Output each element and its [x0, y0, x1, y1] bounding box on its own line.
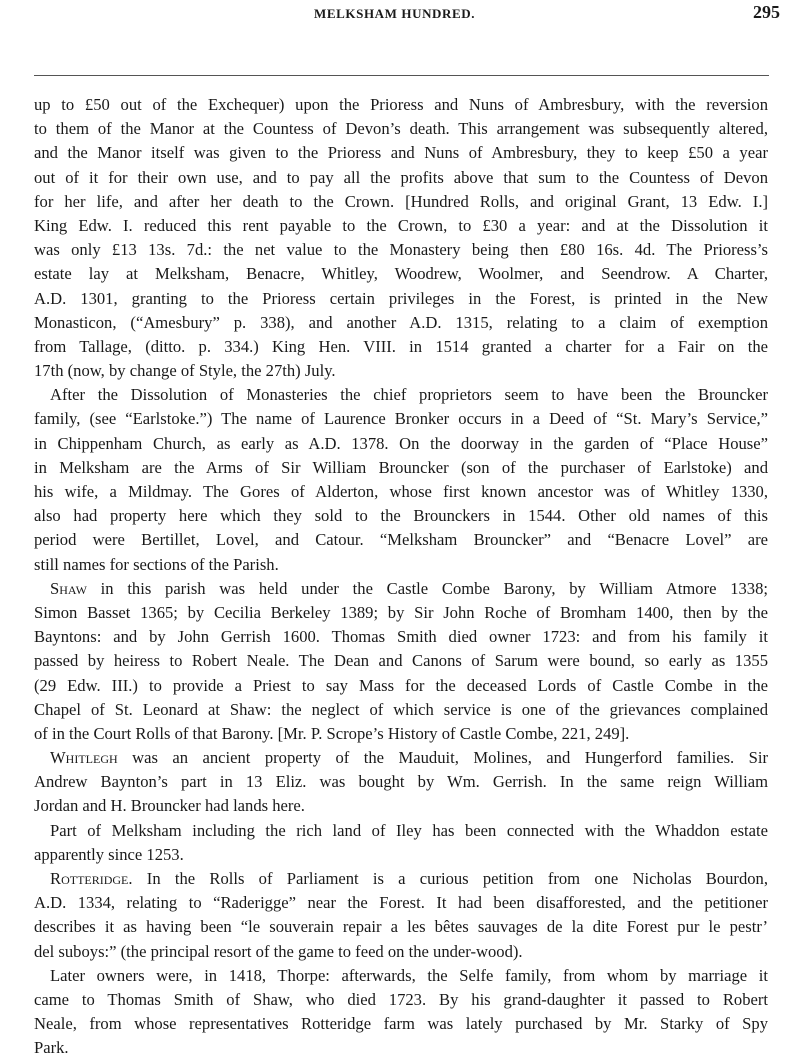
text-line: in Chippenham Church, as early as A.D. 1378. On the doorway in the garden of “Place House”	[34, 433, 768, 453]
text-line: his wife, a Mildmay. The Gores of Alderton, whose first known ancestor was of Whitley 1330,	[34, 482, 768, 501]
text-line: A.D. 1301, granting to the Prioress certain privileges in the Forest, is printed in the New	[34, 288, 768, 308]
text-line: Rotteridge. In the Rolls of Parliament is a curious petition from one Nicholas Bourdon,	[50, 869, 768, 888]
section-lead: Rotteridge.	[50, 869, 133, 888]
text-line: Part of Melksham including the rich land of Iley has been connected with the Whaddon estate	[50, 820, 768, 840]
text-line: Chapel of St. Leonard at Shaw: the neglect of which service is one of the grievances complained	[34, 699, 768, 719]
text-line: estate lay at Melksham, Benacre, Whitley, Woodrew, Woolmer, and Seendrow. A Charter,	[34, 264, 768, 284]
text-line: Shaw in this parish was held under the Castle Combe Barony, by William Atmore 1338;	[50, 578, 768, 598]
header-rule	[34, 75, 769, 76]
text-line: apparently since 1253.	[34, 844, 184, 864]
text-line: to them of the Manor at the Countess of Devon’s death. This arrangement was subsequently altered,	[34, 119, 768, 139]
running-title: MELKSHAM HUNDRED.	[314, 6, 476, 21]
text-line: King Edw. I. reduced this rent payable to the Crown, to £30 a year: and at the Dissolution it	[34, 215, 768, 235]
section-lead: Whitlegh	[50, 748, 118, 768]
paragraph-iley	[34, 819, 768, 867]
page-number: 295	[753, 2, 780, 22]
text-line: family, (see “Earlstoke.”) The name of Laurence Bronker occurs in a Deed of “St. Mary’s Service,”	[34, 409, 768, 429]
paragraph-whitlegh	[34, 746, 768, 819]
text-line: was only £13 13s. 7d.: the net value to the Monastery being then £80 16s. 4d. The Prioress’s	[34, 240, 768, 260]
paragraph-later-owners	[34, 964, 768, 1061]
body-text	[34, 93, 768, 1061]
text-line: of in the Court Rolls of that Barony. [Mr. P. Scrope’s History of Castle Combe, 221, 249].	[34, 723, 630, 743]
text-line: Whitlegh was an ancient property of the Mauduit, Molines, and Hungerford families. Sir	[50, 748, 768, 768]
text-line: del suboys:” (the principal resort of the game to feed on the under-wood).	[34, 941, 523, 961]
text-line: also had property here which they sold to the Brounckers in 1544. Other old names of this	[34, 506, 768, 526]
text-line: After the Dissolution of Monasteries the chief proprietors seem to have been the Brouncker	[50, 385, 768, 405]
text-line: Park.	[34, 1038, 69, 1058]
text-line: passed by heiress to Robert Neale. The Dean and Canons of Sarum were bound, so early as 1355	[34, 651, 768, 671]
paragraph-continuation	[34, 93, 768, 383]
text-line: Neale, from whose representatives Rotteridge farm was lately purchased by Mr. Starky of Spy	[34, 1014, 768, 1034]
text-line: Andrew Baynton’s part in 13 Eliz. was bought by Wm. Gerrish. In the same reign William	[34, 772, 768, 792]
text-line: up to £50 out of the Exchequer) upon the Prioress and Nuns of Ambresbury, with the reversion	[34, 95, 768, 114]
text-line: from Tallage, (ditto. p. 334.) King Hen. VIII. in 1514 granted a charter for a Fair on the	[34, 336, 768, 356]
text-line: Bayntons: and by John Gerrish 1600. Thomas Smith died owner 1723: and from his family it	[34, 627, 768, 647]
text-line: describes it as having been “le souverain repair a les bêtes sauvages de la dite Forest pur le pestr’	[34, 917, 768, 937]
text-line: Later owners were, in 1418, Thorpe: afterwards, the Selfe family, from whom by marriage it	[50, 965, 768, 985]
text-line: Monasticon, (“Amesbury” p. 338), and another A.D. 1315, relating to a claim of exemption	[34, 312, 768, 332]
text-line: came to Thomas Smith of Shaw, who died 1723. By his grand-daughter it passed to Robert	[34, 989, 768, 1009]
paragraph-rotteridge	[34, 867, 768, 964]
page-header	[0, 0, 800, 40]
text-line: A.D. 1334, relating to “Raderigge” near the Forest. It had been disafforested, and the petitioner	[34, 893, 768, 913]
text-line: Jordan and H. Brouncker had lands here.	[34, 796, 305, 816]
text-line: for her life, and after her death to the Crown. [Hundred Rolls, and original Grant, 13 Edw. I.]	[34, 191, 768, 211]
text-line: and the Manor itself was given to the Prioress and Nuns of Ambresbury, they to keep £50 a year	[34, 143, 768, 163]
text-line: (29 Edw. III.) to provide a Priest to say Mass for the deceased Lords of Castle Combe in the	[34, 675, 768, 695]
paragraph-brouncker	[34, 383, 768, 577]
text-line: Simon Basset 1365; by Cecilia Berkeley 1389; by Sir John Roche of Bromham 1400, then by the	[34, 602, 768, 622]
text-line: 17th (now, by change of Style, the 27th) July.	[34, 361, 336, 381]
text-line: still names for sections of the Parish.	[34, 554, 279, 574]
text-line: out of it for their own use, and to pay all the profits above that sum to the Countess of Devon	[34, 167, 768, 187]
section-lead: Shaw	[50, 578, 87, 598]
text-line: period were Bertillet, Lovel, and Catour. “Melksham Brouncker” and “Benacre Lovel” are	[34, 530, 768, 550]
text-line: in Melksham are the Arms of Sir William Brouncker (son of the purchaser of Earlstoke) and	[34, 457, 768, 477]
paragraph-shaw	[34, 577, 768, 746]
